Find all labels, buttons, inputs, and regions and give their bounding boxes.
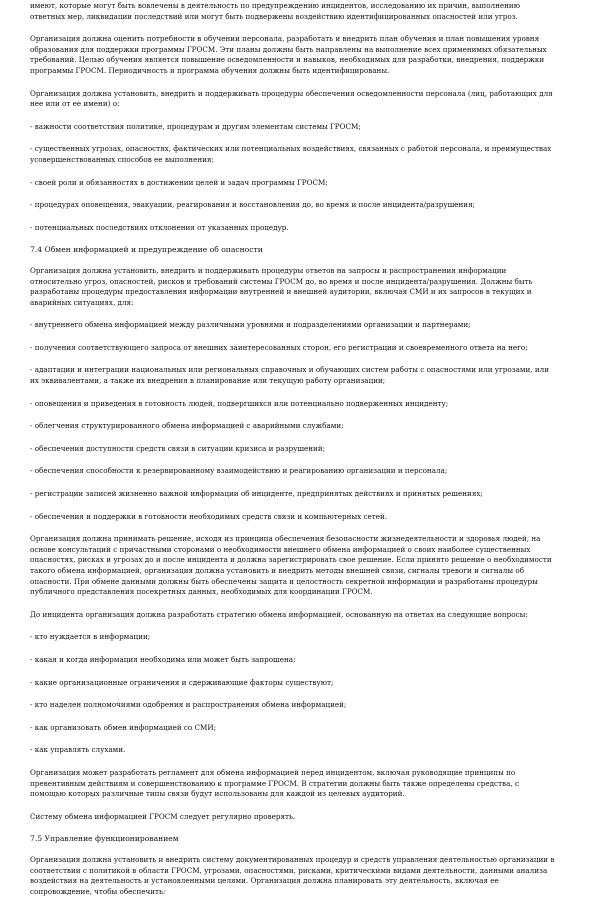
paragraph: Организация должна принимать решение, исходя из принципа обеспечения безопасности жизнедеятельности и здоровья людей, на основе консультаций с причастными сторонами о необходимости внешнего обмена информацией о своих наиболее существенных опасностях, рисках и угрозах до и после инцидента и должна зарегистрировать свое решение. Если принято решение о необходимости такого обмена информацией, организация должна установить и внедрить методы внешней связи, сигналы тревоги и сигналы об опасности. При обмене данными должны быть обеспечены защита и целостность секретной информации и разработаны процедуры публичного представления посекретных данных, необходимых для координации ГРОСМ. xyxy=(30,534,552,597)
list-item: - процедурах оповещения, эвакуации, реагирования и восстановления до, во время и после инцидента/разрушения; xyxy=(30,200,476,210)
list-item: - кто наделен полномочиями одобрения и распространения обмена информацией; xyxy=(30,700,347,710)
list-item: - какие организационные ограничения и сдерживающие факторы существуют; xyxy=(30,677,334,687)
list-item: - оповещения и приведения в готовность людей, подвергшихся или потенциально подверженных инциденту; xyxy=(30,398,449,408)
list-item: - внутреннего обмена информацией между различными уровнями и подразделениями организации и партнерами; xyxy=(30,320,471,330)
paragraph: Организация должна установить, внедрить и поддерживать процедуры обеспечения осведомленности персонала (лиц, работающих для нее или от ее имени) о: xyxy=(30,88,553,109)
document-page xyxy=(0,1,595,896)
paragraph: Организация может разработать регламент для обмена информацией перед инцидентом, включая руководящие принципы по превентивным действиям и совершенствованию к программе ГРОСМ. В стратегии должны быть также определены средства, с помощью которых различные типы связи будут использованы для каждой из целевых аудиторий. xyxy=(30,767,519,799)
list-item: - регистрации записей жизненно важной информации об инциденте, предпринятых действиях и принятых решениях; xyxy=(30,489,483,499)
list-item: - как управлять слухами. xyxy=(30,745,126,755)
section-heading: 7.4 Обмен информацией и предупреждение об опасности xyxy=(30,245,263,255)
list-item: - кто нуждается в информации; xyxy=(30,632,151,642)
list-item: - потенциальных последствиях отклонения от указанных процедур. xyxy=(30,222,289,232)
list-item: - какая и когда информация необходима или может быть запрошена; xyxy=(30,654,296,664)
list-item: - обеспечения доступности средств связи в ситуации кризиса и разрушений; xyxy=(30,443,326,453)
list-item: - своей роли и обязанностях в достижении целей и задач программы ГРОСМ; xyxy=(30,177,328,187)
list-item: - как организовать обмен информацией со СМИ; xyxy=(30,722,217,732)
list-item: - адаптации и интеграции национальных или региональных справочных и обучающих систем работы с опасностями или угрозами, или их эквивалентами, а также их внедрения в планирование или текущую работу организации; xyxy=(30,365,549,386)
paragraph: Организация должна установить, внедрить и поддерживать процедуры ответов на запросы и распространения информации относительно угроз, опасностей, рисков и требований системы ГРОСМ до, во время и после инцидента/разрушения. Должны быть разработаны процедуры предоставления информации внутренней и внешней аудитории, включая СМИ и их запросов в текущих и аварийных ситуациях, для: xyxy=(30,265,533,307)
list-item: - облегчения структурированного обмена информацией с аварийными службами; xyxy=(30,421,344,431)
list-item: - получения соответствующего запроса от внешних заинтересованных сторон, его регистрации и своевременного ответа на него; xyxy=(30,342,528,352)
list-item: - существенных угрозах, опасностях, фактических или потенциальных воздействиях, связанных с работой персонала, и преимуществах усовершенствованных способов ее выполнения; xyxy=(30,144,552,164)
list-item: - важности соответствия политике, процедурам и другим элементам системы ГРОСМ; xyxy=(30,121,361,131)
paragraph: Организация должна оценить потребности в обучении персонала, разработать и внедрить план обучения и план повышения уровня образования для поддержки программы ГРОСМ. Эти планы должны быть направлены на выполнение всех применимых обязательных требований. Целью обучения является повышение осведомленности и навыков, необходимых для разработки, внедрения, поддержки программы ГРОСМ. Периодичность и программа обучения должны быть идентифицированы. xyxy=(30,34,547,75)
paragraph: Систему обмена информацией ГРОСМ следует регулярно проверять. xyxy=(30,811,296,821)
paragraph: Организация должна установить и внедрить систему документированных процедур и средств управления деятельностью организации в соответствии с политикой в области ГРОСМ, угрозами, опасностями, рисками, критическими видами деятельности, данными анализа воздействия на деятельность и установленными целями. Организация должна планировать эту деятельность, включая ее сопровождение, чтобы обеспечить: xyxy=(30,854,555,896)
list-item: - обеспечения способности к резервированному взаимодействию и реагированию организации и персонала; xyxy=(30,466,448,476)
paragraph: имеют, которые могут быть вовлечены в деятельность по предупреждению инцидентов, исследованию их причин, выполнению ответных мер, ликвидации последствий или могут быть подвержены воздействию идентифицированных опасностей или угроз. xyxy=(30,1,520,21)
list-item: - обеспечения и поддержки в готовности необходимых средств связи и компьютерных сетей. xyxy=(30,511,388,521)
section-heading: 7.5 Управление функционированием xyxy=(30,834,179,844)
paragraph: До инцидента организация должна разработать стратегию обмена информацией, основанную на ответах на следующие вопросы: xyxy=(30,609,528,619)
